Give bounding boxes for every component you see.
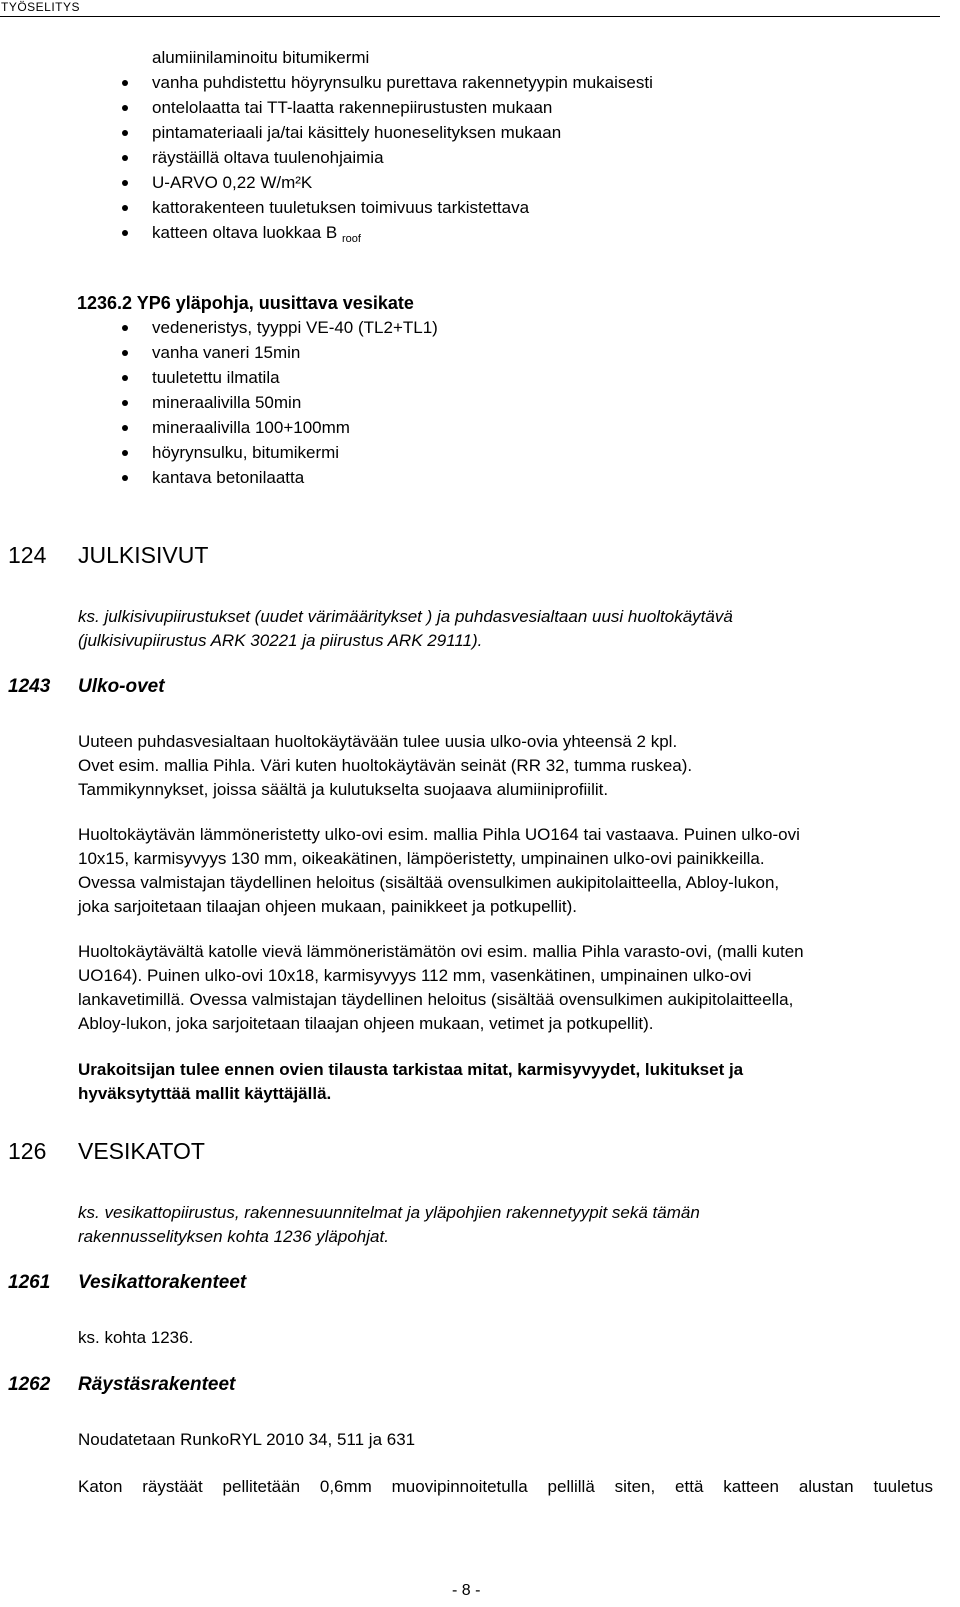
- bullet-icon: [122, 425, 128, 431]
- paragraph-line: hyväksytyttää mallit käyttäjällä.: [78, 1084, 332, 1103]
- list-item: räystäillä oltava tuulenohjaimia: [0, 145, 653, 170]
- bullet-icon: [122, 230, 128, 236]
- bullet-icon: [122, 105, 128, 111]
- section-1262-paragraph: Katon räystäät pellitetään 0,6mm muovipinnoitetulla pellillä siten, että katteen alustan tuuletus: [78, 1477, 933, 1496]
- paragraph-line: Ovessa valmistajan täydellinen heloitus (sisältää ovensulkimen aukipitolaitteella, Abloy-lukon,: [78, 873, 780, 892]
- list-item: vanha puhdistettu höyrynsulku purettava rakennetyypin mukaisesti: [0, 70, 653, 95]
- section-1261-title: Vesikattorakenteet: [78, 1272, 247, 1293]
- section-1236-heading: 1236.2 YP6 yläpohja, uusittava vesikate: [77, 293, 414, 313]
- bullet-icon: [122, 325, 128, 331]
- list-item: tuuletettu ilmatila: [0, 365, 438, 390]
- paragraph-line: joka sarjoitetaan tilaajan ohjeen mukaan, painikkeet ja potkupellit).: [78, 897, 577, 916]
- paragraph-line: UO164). Puinen ulko-ovi 10x18, karmisyvyys 112 mm, vasenkätinen, umpinainen ulko-ovi: [78, 966, 752, 985]
- paragraph-line: Uuteen puhdasvesialtaan huoltokäytävään tulee uusia ulko-ovia yhteensä 2 kpl.: [78, 732, 678, 751]
- section-1262-title: Räystäsrakenteet: [78, 1374, 236, 1395]
- structure-list-1236: [0, 315, 438, 490]
- list-item: alumiinilaminoitu bitumikermi: [152, 48, 370, 67]
- bullet-icon: [122, 130, 128, 136]
- paragraph-line: Huoltokäytävän lämmöneristetty ulko-ovi esim. mallia Pihla UO164 tai vastaava. Puinen ulko-ovi: [78, 825, 800, 844]
- page-header: [0, 0, 940, 17]
- list-item: vanha vaneri 15min: [0, 340, 438, 365]
- section-126-title: VESIKATOT: [78, 1138, 205, 1164]
- bullet-icon: [122, 180, 128, 186]
- list-item: katteen oltava luokkaa B $_{roof}$: [0, 220, 653, 245]
- section-1261-text: ks. kohta 1236.: [78, 1328, 194, 1347]
- list-item: pintamateriaali ja/tai käsittely huoneselityksen mukaan: [0, 120, 653, 145]
- section-1262-number: 1262: [8, 1374, 51, 1395]
- bullet-icon: [122, 155, 128, 161]
- section-1243-number: 1243: [8, 676, 51, 697]
- paragraph-line: Ovet esim. mallia Pihla. Väri kuten huoltokäytävän seinät (RR 32, tumma ruskea).: [78, 756, 693, 775]
- paragraph-line: Huoltokäytävältä katolle vievä lämmöneristämätön ovi esim. mallia Pihla varasto-ovi, (malli kuten: [78, 942, 804, 961]
- section-124-ref-line: (julkisivupiirustus ARK 30221 ja piirustus ARK 29111).: [78, 631, 483, 650]
- paragraph-line: Urakoitsijan tulee ennen ovien tilausta tarkistaa mitat, karmisyvyydet, lukitukset ja: [78, 1060, 744, 1079]
- list-item: mineraalivilla 100+100mm: [0, 415, 438, 440]
- section-126-ref-line: rakennusselityksen kohta 1236 yläpohjat.: [78, 1227, 389, 1246]
- list-item: mineraalivilla 50min: [0, 390, 438, 415]
- bullet-icon: [122, 475, 128, 481]
- section-124-title: JULKISIVUT: [78, 542, 209, 568]
- bullet-icon: [122, 400, 128, 406]
- list-item: kantava betonilaatta: [0, 465, 438, 490]
- paragraph-line: Abloy-lukon, joka sarjoitetaan tilaajan ohjeen mukaan, vetimet ja potkupellit).: [78, 1014, 654, 1033]
- list-item: höyrynsulku, bitumikermi: [0, 440, 438, 465]
- section-124-number: 124: [8, 542, 47, 568]
- paragraph-line: 10x15, karmisyvyys 130 mm, oikeakätinen, lämpöeristetty, umpinainen ulko-ovi painikkeilla.: [78, 849, 765, 868]
- bullet-icon: [122, 205, 128, 211]
- paragraph-line: lankavetimillä. Ovessa valmistajan täydellinen heloitus (sisältää ovensulkimen aukipitolaitteella,: [78, 990, 794, 1009]
- bullet-icon: [122, 350, 128, 356]
- header-title: TYÖSELITYS: [1, 0, 81, 14]
- bullet-icon: [122, 80, 128, 86]
- section-126-number: 126: [8, 1138, 47, 1164]
- list-item: U-ARVO 0,22 W/m²K: [0, 170, 653, 195]
- section-1261-number: 1261: [8, 1272, 51, 1293]
- section-126-ref-line: ks. vesikattopiirustus, rakennesuunnitelmat ja yläpohjien rakennetyypit sekä tämän: [78, 1203, 700, 1222]
- paragraph-line: Tammikynnykset, joissa säältä ja kulutukselta suojaava alumiiniprofiilit.: [78, 780, 609, 799]
- material-list-1: [0, 45, 653, 245]
- section-124-ref-line: ks. julkisivupiirustukset (uudet värimääritykset ) ja puhdasvesialtaan uusi huoltokäytävä: [78, 607, 733, 626]
- list-item: ontelolaatta tai TT-laatta rakennepiirustusten mukaan: [0, 95, 653, 120]
- subscript: roof: [341, 233, 361, 245]
- list-item: kattorakenteen tuuletuksen toimivuus tarkistettava: [0, 195, 653, 220]
- bullet-icon: [122, 450, 128, 456]
- page-number: - 8 -: [452, 1582, 481, 1599]
- list-item: vedeneristys, tyyppi VE-40 (TL2+TL1): [0, 315, 438, 340]
- bullet-icon: [122, 375, 128, 381]
- section-1243-title: Ulko-ovet: [78, 676, 165, 697]
- section-1262-paragraph: Noudatetaan RunkoRYL 2010 34, 511 ja 631: [78, 1430, 416, 1449]
